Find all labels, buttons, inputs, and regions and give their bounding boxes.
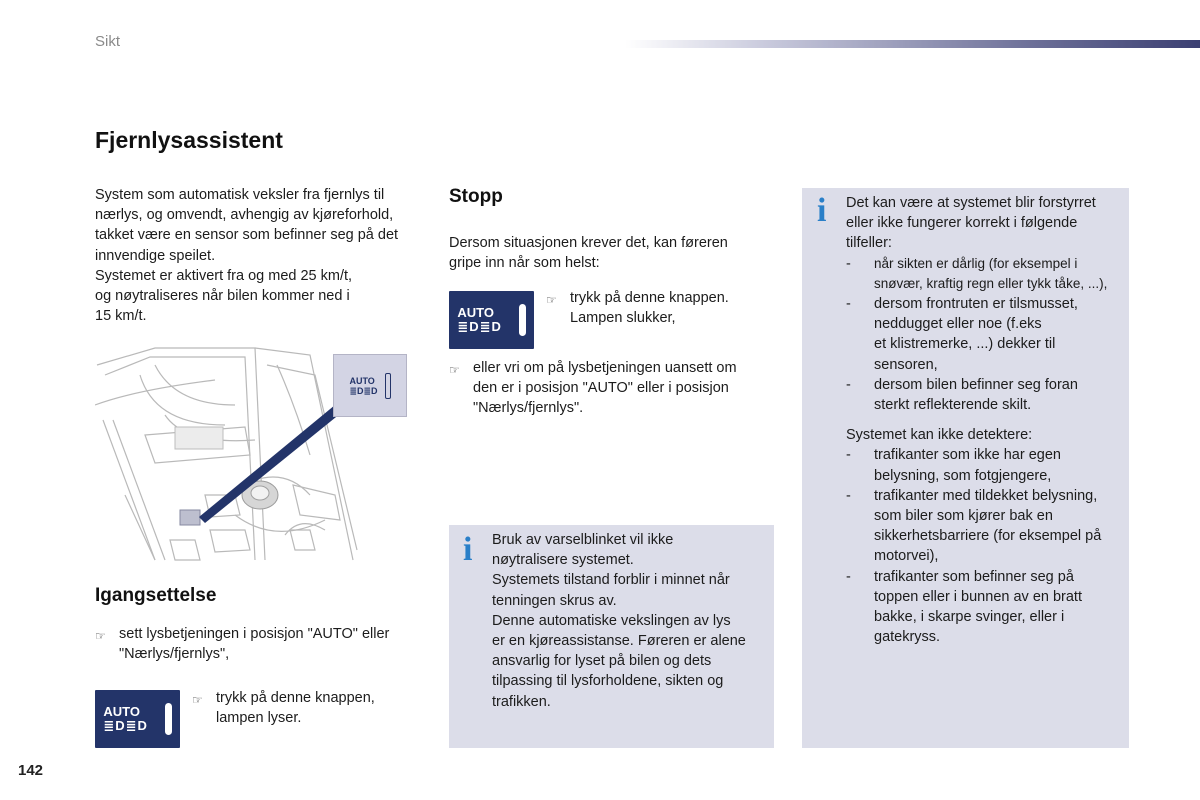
info-line: er en kjøreassistanse. Føreren er alene <box>492 633 746 650</box>
step-text: sett lysbetjeningen i posisjon "AUTO" eller <box>119 626 390 642</box>
case-line: dersom bilen befinner seg foran <box>874 376 1078 393</box>
intro-line: takket være en sensor som befinner seg på det <box>95 227 399 244</box>
page-title: Fjernlysassistent <box>95 127 283 153</box>
case-item <box>846 254 1128 294</box>
case-item <box>846 294 1128 375</box>
intro-line: Systemet er aktivert fra og med 25 km/t, <box>95 267 353 284</box>
igangsettelse-step-1 <box>95 624 430 664</box>
step-text: "Nærlys/fjernlys", <box>119 646 230 663</box>
page-number: 142 <box>18 762 44 779</box>
info-line: tilpassing til lysforholdene, sikten og <box>492 673 724 690</box>
auto-label <box>457 306 502 334</box>
dash-marker: - <box>846 255 851 272</box>
igangsettelse-step-2 <box>192 688 412 728</box>
headlight-icon: ≣D≣D <box>349 385 378 396</box>
info-line: tilfeller: <box>846 235 892 252</box>
hand-pointer-icon: ☞ <box>95 629 106 643</box>
info-icon: i <box>817 192 827 229</box>
hand-pointer-icon: ☞ <box>449 363 460 377</box>
auto-label-text: AUTO <box>103 704 140 719</box>
info-box-middle <box>449 525 774 748</box>
case-item <box>846 375 1128 415</box>
stopp-intro-line: Dersom situasjonen krever det, kan føreren <box>449 235 728 251</box>
step-text: Lampen slukker, <box>570 310 676 327</box>
case-line: dersom frontruten er tilsmusset, <box>874 296 1078 313</box>
info-line: Systemet kan ikke detektere: <box>846 427 1033 444</box>
auto-button-off[interactable] <box>449 291 534 349</box>
case-line: sensoren, <box>874 356 938 373</box>
stopp-intro-line: gripe inn når som helst: <box>449 255 600 272</box>
stopp-step-1 <box>546 288 766 328</box>
intro-line: 15 km/t. <box>95 308 147 325</box>
case-line: trafikanter som befinner seg på <box>874 568 1074 585</box>
button-closeup <box>333 354 407 417</box>
stopp-heading: Stopp <box>449 186 503 207</box>
info-line: Bruk av varselblinket vil ikke <box>492 532 674 548</box>
info-middle-text <box>492 530 772 712</box>
case-line: bakke, i skarpe svinger, eller i <box>874 609 1065 626</box>
dash-marker: - <box>846 568 851 585</box>
case-line: når sikten er dårlig (for eksempel i <box>874 255 1078 271</box>
auto-button-on[interactable] <box>95 690 180 748</box>
step-text: den er i posisjon "AUTO" eller i posisjon <box>473 380 729 397</box>
info-line: Systemets tilstand forblir i minnet når <box>492 572 730 589</box>
case-line: toppen eller i bunnen av en bratt <box>874 588 1082 605</box>
closeup-auto-label: AUTO <box>349 375 375 386</box>
dash-marker: - <box>846 487 851 504</box>
case-line: gatekryss. <box>874 629 941 646</box>
step-text: trykk på denne knappen. <box>570 290 729 306</box>
header-bar <box>625 40 1200 48</box>
intro-line: og nøytraliseres når bilen kommer ned i <box>95 288 350 305</box>
case-line: et klistremerke, ...) dekker til <box>874 336 1056 353</box>
case-line: neddugget eller noe (f.eks <box>874 316 1042 333</box>
hand-pointer-icon: ☞ <box>192 693 203 707</box>
hand-pointer-icon: ☞ <box>546 293 557 307</box>
case-item <box>846 486 1128 567</box>
case-line: trafikanter med tildekket belysning, <box>874 487 1098 504</box>
case-item <box>846 567 1128 648</box>
intro-line: nærlys, og omvendt, avhengig av kjøreforhold, <box>95 207 394 224</box>
intro-paragraph <box>95 185 430 326</box>
step-text: eller vri om på lysbetjeningen uansett om <box>473 360 737 376</box>
info-right-text <box>846 193 1128 647</box>
info-line: trafikken. <box>492 693 551 710</box>
igangsettelse-heading: Igangsettelse <box>95 585 217 606</box>
step-text: "Nærlys/fjernlys". <box>473 400 584 417</box>
auto-switch-highlight <box>180 510 200 525</box>
intro-line: System som automatisk veksler fra fjernlys til <box>95 187 385 203</box>
dash-marker: - <box>846 447 851 464</box>
info-line: Denne automatiske vekslingen av lys <box>492 612 731 629</box>
info-line: tenningen skrus av. <box>492 592 617 609</box>
step-text: lampen lyser. <box>216 710 302 727</box>
indicator-lamp-icon <box>519 304 526 336</box>
case-line: snøvær, kraftig regn eller tykk tåke, ...), <box>874 275 1108 291</box>
step-text: trykk på denne knappen, <box>216 690 375 706</box>
auto-label <box>103 705 148 733</box>
case-line: belysning, som fotgjengere, <box>874 467 1052 484</box>
case-line: som biler som kjører bak en <box>874 508 1053 525</box>
info-box-right <box>802 188 1129 748</box>
info-line: eller ikke fungerer korrekt i følgende <box>846 215 1078 232</box>
case-line: sterkt reflekterende skilt. <box>874 397 1032 414</box>
info-line: ansvarlig for lyset på bilen og dets <box>492 653 712 670</box>
stopp-step-2 <box>449 358 779 419</box>
auto-label-text: AUTO <box>457 305 494 320</box>
indicator-lamp-icon <box>165 703 172 735</box>
info-icon: i <box>463 531 473 568</box>
info-line: nøytralisere systemet. <box>492 552 634 569</box>
closeup-indicator <box>385 373 391 399</box>
case-item <box>846 445 1128 485</box>
dash-marker: - <box>846 296 851 313</box>
case-line: sikkerhetsbarriere (for eksempel på <box>874 528 1102 545</box>
console-illustration <box>95 345 425 567</box>
intro-line: innvendige speilet. <box>95 247 216 264</box>
case-line: motorvei), <box>874 548 939 565</box>
dash-marker: - <box>846 376 851 393</box>
headlight-icon: ≣D≣D <box>103 718 148 733</box>
info-line: Det kan være at systemet blir forstyrret <box>846 195 1096 211</box>
section-label: Sikt <box>95 33 121 50</box>
stopp-intro <box>449 233 769 273</box>
headlight-icon: ≣D≣D <box>457 319 502 334</box>
case-line: trafikanter som ikke har egen <box>874 447 1061 464</box>
